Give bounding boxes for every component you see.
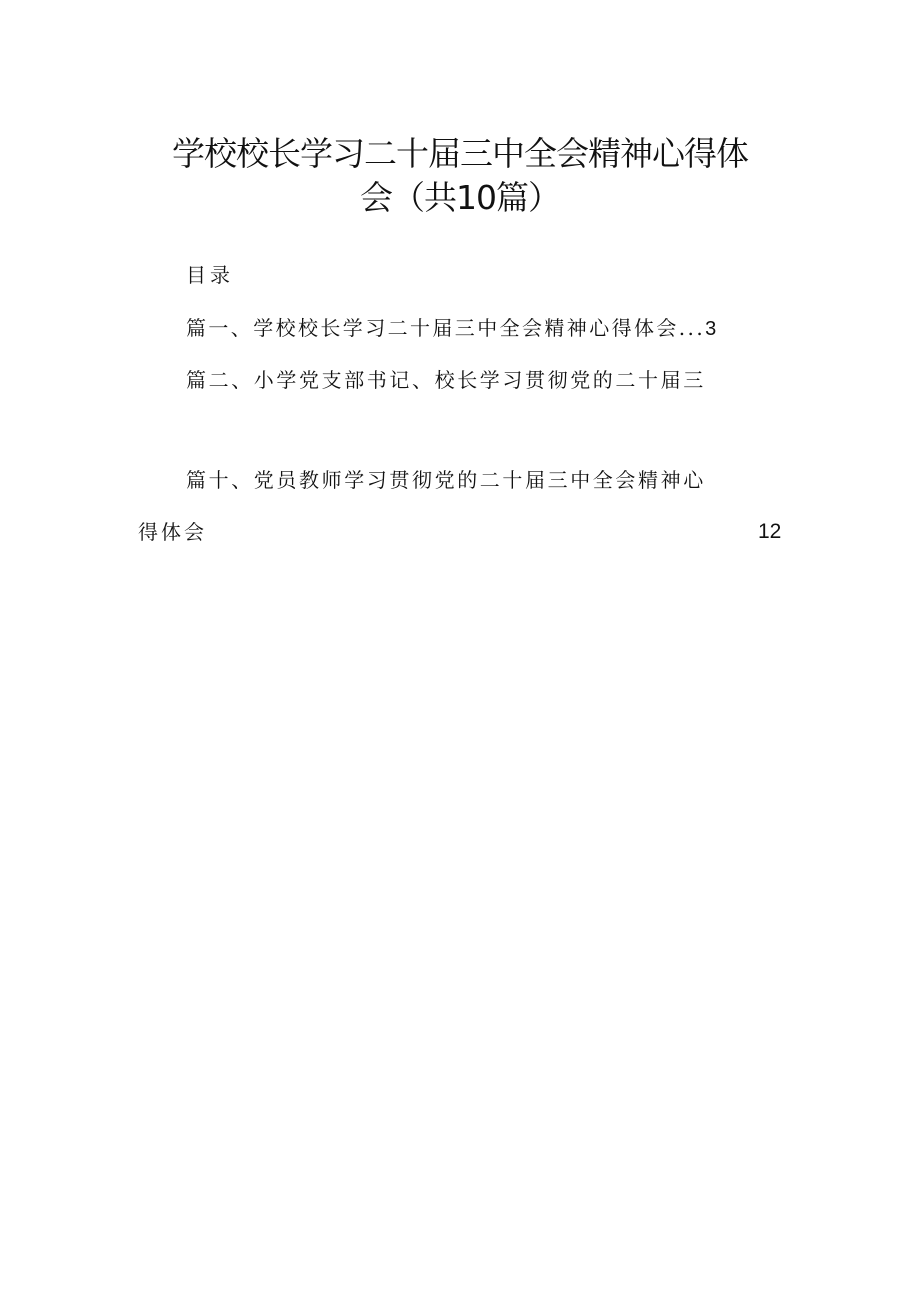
toc-entry-10-continued[interactable] xyxy=(138,518,207,546)
toc-entry-1[interactable] xyxy=(186,314,716,343)
toc-entry-2[interactable] xyxy=(186,366,706,394)
toc-entry-10-page: 12 xyxy=(758,520,782,543)
document-title-line-1: 学校校长学习二十届三中全会精神心得体 xyxy=(172,134,748,173)
toc-entry-10-continued-text: 得体会 xyxy=(138,520,207,544)
toc-entry-1-text: 篇一、学校校长学习二十届三中全会精神心得体会... xyxy=(186,316,706,340)
toc-entry-10[interactable] xyxy=(186,466,706,494)
toc-entry-2-text: 篇二、小学党支部书记、校长学习贯彻党的二十届三 xyxy=(186,368,706,392)
document-title-line-2: 会（共10篇） xyxy=(360,178,560,217)
toc-entry-10-text: 篇十、党员教师学习贯彻党的二十届三中全会精神心 xyxy=(186,468,706,492)
toc-heading: 目录 xyxy=(186,263,234,287)
toc-entry-1-page: 3 xyxy=(705,318,717,340)
